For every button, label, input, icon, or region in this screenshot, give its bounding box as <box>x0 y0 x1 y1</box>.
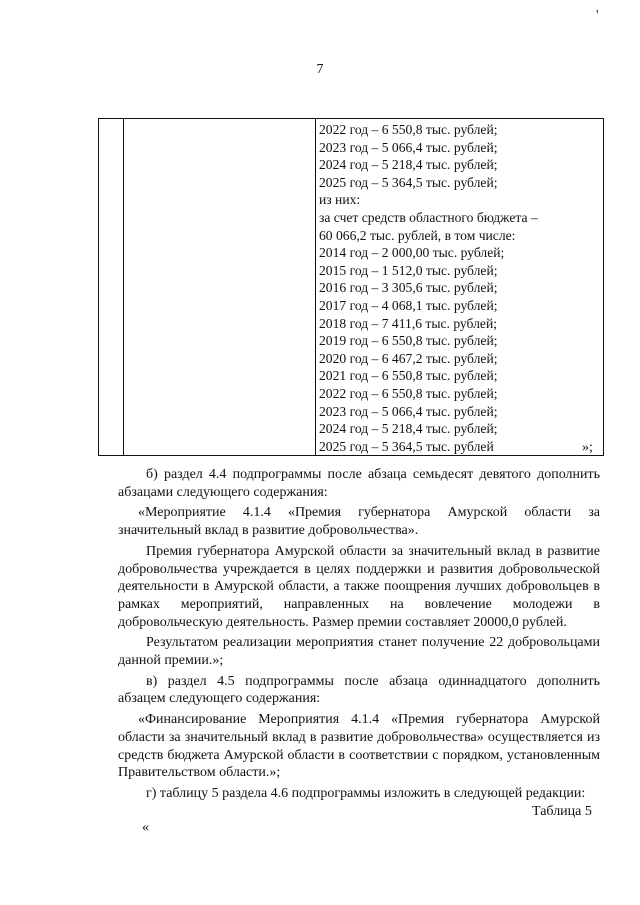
budget-line: 60 066,2 тыс. рублей, в том числе: <box>319 227 516 243</box>
budget-line: 2022 год – 6 550,8 тыс. рублей; <box>319 122 498 137</box>
budget-line: 2023 год – 5 066,4 тыс. рублей; <box>319 139 498 155</box>
budget-line: 2018 год – 7 411,6 тыс. рублей; <box>319 315 497 331</box>
opening-quote: « <box>142 820 149 835</box>
budget-line: 2025 год – 5 364,5 тыс. рублей <box>319 438 494 454</box>
budget-lines <box>316 119 603 455</box>
paragraph-premium-description: Премия губернатора Амурской области за значительный вклад в развитие добровольчества учреждается в целях поддержки и развития добровольческой деятельности в Амурской области, а также поощрения лучших добровольцев в рамках мероприятий, направленных на вовлечение молодежи в добровольческую деятельность. Размер премии составляет 20000,0 рублей. <box>118 543 600 630</box>
budget-line: 2014 год – 2 000,00 тыс. рублей; <box>319 245 505 261</box>
paragraph-result: Результатом реализации мероприятия станет получение 22 добровольцами данной премии.»; <box>118 635 600 669</box>
page-number: 7 <box>316 62 324 77</box>
paragraph-v: в) раздел 4.5 подпрограммы после абзаца одиннадцатого дополнить абзацем следующего содержания: <box>118 673 600 707</box>
budget-line: 2024 год – 5 218,4 тыс. рублей; <box>319 421 498 437</box>
paragraph-measure-title: «Мероприятие 4.1.4 «Премия губернатора Амурской области за значительный вклад в развитие добровольчества». <box>118 505 600 539</box>
budget-line: за счет средств областного бюджета – <box>319 209 538 225</box>
budget-line: 2023 год – 5 066,4 тыс. рублей; <box>319 403 498 419</box>
budget-line: 2024 год – 5 218,4 тыс. рублей; <box>319 157 498 173</box>
table-cell-budget <box>316 119 604 456</box>
budget-table <box>98 118 604 456</box>
closing-quote: »; <box>582 440 593 455</box>
budget-line: 2025 год – 5 364,5 тыс. рублей; <box>319 174 498 190</box>
budget-line: из них: <box>319 192 361 208</box>
budget-line: 2019 год – 6 550,8 тыс. рублей; <box>319 333 498 349</box>
paragraph-b: б) раздел 4.4 подпрограммы после абзаца семьдесят девятого дополнить абзацами следующего содержания: <box>118 467 600 500</box>
table-caption: Таблица 5 <box>532 804 592 819</box>
corner-mark: ' <box>596 8 599 23</box>
body-text <box>118 466 600 806</box>
budget-line: 2016 год – 3 305,6 тыс. рублей; <box>319 280 498 296</box>
budget-line: 2015 год – 1 512,0 тыс. рублей; <box>319 262 498 278</box>
paragraph-g: г) таблицу 5 раздела 4.6 подпрограммы изложить в следующей редакции: <box>146 785 586 801</box>
budget-line: 2020 год – 6 467,2 тыс. рублей; <box>319 350 498 366</box>
table-cell-empty-2 <box>124 119 316 456</box>
budget-line: 2022 год – 6 550,8 тыс. рублей; <box>319 385 498 401</box>
table-cell-empty-1 <box>99 119 124 456</box>
paragraph-financing: «Финансирование Мероприятия 4.1.4 «Премия губернатора Амурской области за значительный вклад в развитие добровольчества» осуществляется из средств бюджета Амурской области в соответствии с порядком, установленным Правительством области.»; <box>118 712 600 781</box>
budget-line: 2017 год – 4 068,1 тыс. рублей; <box>319 297 498 313</box>
budget-line: 2021 год – 6 550,8 тыс. рублей; <box>319 368 498 384</box>
